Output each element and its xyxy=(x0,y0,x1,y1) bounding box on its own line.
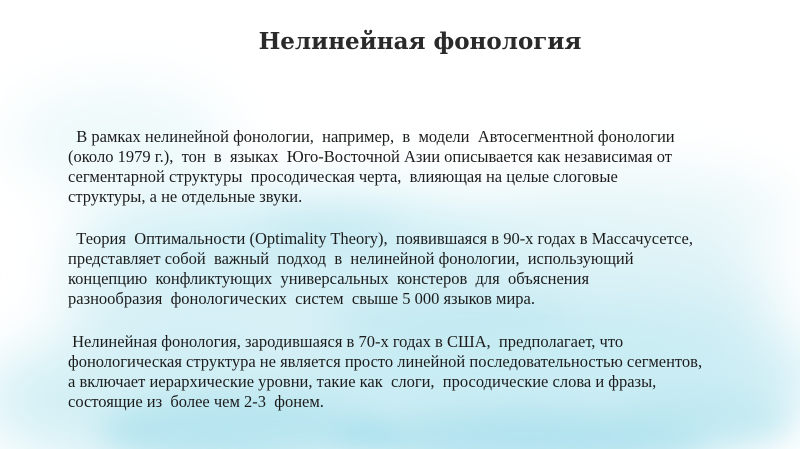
paragraph-line: разнообразия фонологических систем свыше 5 000 языков мира. xyxy=(68,289,535,308)
paragraph-line: Нелинейная фонология, зародившаяся в 70-х годах в США, предполагает, что xyxy=(68,332,624,351)
paragraph-line: концепцию конфликтующих универсальных констеров для объяснения xyxy=(68,269,590,288)
paragraph-line: а включает иерархические уровни, такие как слоги, просодические слова и фразы, xyxy=(68,372,657,391)
paragraph-line: фонологическая структура не является просто линейной последовательностью сегментов, xyxy=(68,352,703,371)
paragraph-line: структуры, а не отдельные звуки. xyxy=(68,187,303,206)
paragraph-nonlinear-origin xyxy=(68,332,768,412)
paragraph-line: состоящие из более чем 2-3 фонем. xyxy=(68,392,324,411)
paragraph-line: В рамках нелинейной фонологии, например, в модели Автосегментной фонологии xyxy=(68,127,675,146)
slide-title: Нелинейная фонология xyxy=(258,28,582,55)
paragraph-line: (около 1979 г.), тон в языках Юго-Восточной Азии описывается как независимая от xyxy=(68,147,672,166)
paragraph-optimality-theory xyxy=(68,229,768,309)
paragraph-line: сегментарной структуры просодическая черта, влияющая на целые слоговые xyxy=(68,167,618,186)
paragraph-line: представляет собой важный подход в нелинейной фонологии, использующий xyxy=(68,249,634,268)
paragraph-line: Теория Оптимальности (Optimality Theory), появившаяся в 90-х годах в Массачусетсе, xyxy=(68,229,693,248)
paragraph-autosegmental xyxy=(68,127,768,207)
